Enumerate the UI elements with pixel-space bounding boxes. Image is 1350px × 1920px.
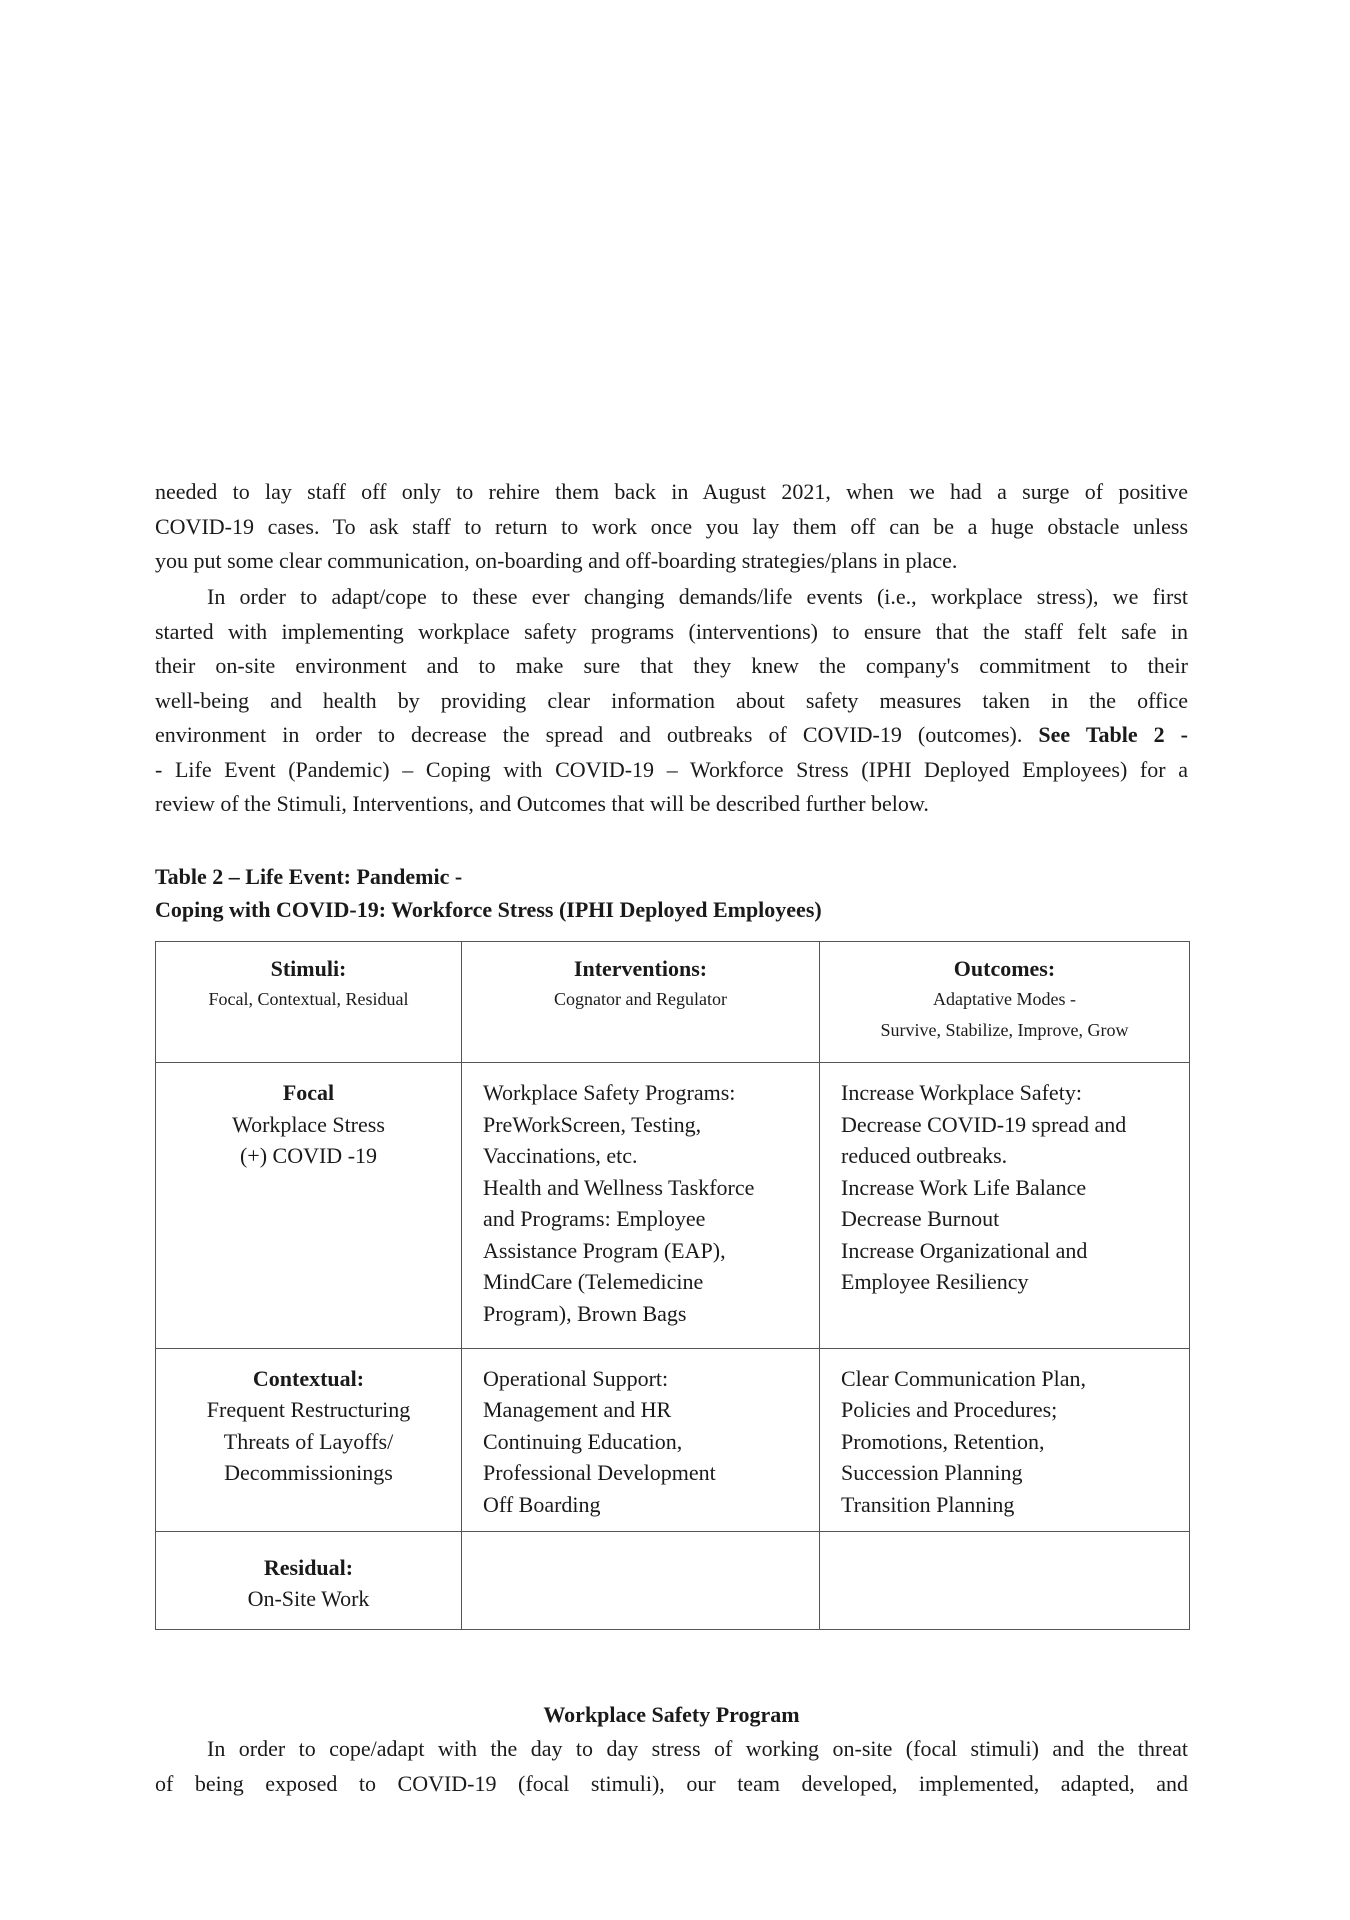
stimuli-item: (+) COVID -19 [239, 1143, 378, 1169]
intervention-item: PreWorkScreen, Testing, [483, 1111, 702, 1137]
interventions-cell-empty [462, 1531, 820, 1629]
outcome-item: Promotions, Retention, [841, 1428, 1045, 1454]
stimuli-item: On-Site Work [247, 1586, 370, 1612]
stimuli-item: Decommissionings [224, 1460, 393, 1486]
intervention-item: Health and Wellness Taskforce [483, 1174, 755, 1200]
table-reference: See Table 2 - [1038, 722, 1188, 747]
text-line: COVID-19 cases. To ask staff to return to work once you lay them off can be a huge obstacle unless [155, 513, 1188, 539]
outcomes-cell [820, 1063, 1190, 1348]
text-segment: environment in order to decrease the spread and outbreaks of COVID-19 (outcomes). [155, 722, 1039, 747]
stimuli-interventions-outcomes-table [155, 941, 1190, 1630]
outcomes-cell [820, 1348, 1190, 1531]
text-line: of being exposed to COVID-19 (focal stimuli), our team developed, implemented, adapted, and [155, 1770, 1188, 1796]
intervention-item: Workplace Safety Programs: [483, 1080, 736, 1106]
interventions-cell [462, 1348, 820, 1531]
header-title: Interventions: [573, 956, 708, 981]
intervention-item: Operational Support: [483, 1365, 669, 1391]
body-paragraph [155, 475, 1188, 579]
intervention-item: Vaccinations, etc. [483, 1143, 638, 1169]
header-subtitle: Survive, Stabilize, Improve, Grow [880, 1020, 1129, 1040]
table-row-contextual [156, 1348, 1190, 1531]
intervention-item: Assistance Program (EAP), [483, 1237, 726, 1263]
body-paragraph [155, 1732, 1188, 1801]
text-line: review of the Stimuli, Interventions, and Outcomes that will be described further below. [155, 791, 929, 816]
header-subtitle: Adaptative Modes - [933, 989, 1076, 1009]
interventions-cell [462, 1063, 820, 1348]
outcomes-cell-empty [820, 1531, 1190, 1629]
table-row-focal [156, 1063, 1190, 1348]
header-cell-interventions [462, 942, 820, 1063]
outcome-item: Employee Resiliency [841, 1269, 1029, 1295]
header-subtitle: Cognator and Regulator [554, 989, 727, 1009]
table-caption-line-1: Table 2 – Life Event: Pandemic - [155, 864, 463, 889]
stimuli-title: Focal [282, 1080, 335, 1106]
header-subtitle: Focal, Contextual, Residual [208, 989, 409, 1009]
stimuli-title: Residual: [263, 1554, 354, 1580]
intervention-item: Management and HR [483, 1397, 672, 1423]
intervention-item: and Programs: Employee [483, 1206, 706, 1232]
header-cell-outcomes [820, 942, 1190, 1063]
text-line-with-reference [155, 718, 1188, 753]
text-line: their on-site environment and to make sure that they knew the company's commitment to their [155, 653, 1188, 678]
outcome-item: Increase Organizational and [841, 1237, 1088, 1263]
text-line: needed to lay staff off only to rehire them back in August 2021, when we had a surge of positive [155, 479, 1188, 504]
intervention-item: Continuing Education, [483, 1428, 683, 1454]
intervention-item: Program), Brown Bags [483, 1300, 687, 1326]
stimuli-item: Frequent Restructuring [206, 1397, 411, 1423]
intervention-item: Off Boarding [483, 1491, 601, 1517]
stimuli-item: Workplace Stress [232, 1111, 385, 1137]
header-title: Stimuli: [270, 956, 347, 981]
text-line: - Life Event (Pandemic) – Coping with COVID-19 – Workforce Stress (IPHI Deployed Employees) for a [155, 756, 1188, 782]
text-line: you put some clear communication, on-boarding and off-boarding strategies/plans in place. [155, 548, 958, 573]
stimuli-cell [156, 1531, 462, 1629]
table-row-residual [156, 1531, 1190, 1629]
section-heading: Workplace Safety Program [543, 1702, 800, 1727]
header-cell-stimuli [156, 942, 462, 1063]
stimuli-title: Contextual: [252, 1365, 365, 1391]
intervention-item: MindCare (Telemedicine [483, 1269, 704, 1295]
stimuli-cell [156, 1063, 462, 1348]
text-line: well-being and health by providing clear information about safety measures taken in the office [155, 687, 1188, 713]
header-title: Outcomes: [953, 956, 1056, 981]
table-header-row [156, 942, 1190, 1063]
outcome-item: Policies and Procedures; [841, 1397, 1058, 1423]
text-line: started with implementing workplace safety programs (interventions) to ensure that the staff felt safe in [155, 618, 1188, 644]
outcome-item: Decrease COVID-19 spread and [841, 1111, 1127, 1137]
outcome-item: Increase Workplace Safety: [841, 1080, 1082, 1106]
body-paragraph [155, 580, 1188, 822]
table-caption-line-2: Coping with COVID-19: Workforce Stress (IPHI Deployed Employees) [155, 897, 822, 922]
outcome-item: Clear Communication Plan, [841, 1365, 1087, 1391]
outcome-item: Transition Planning [841, 1491, 1015, 1517]
intervention-item: Professional Development [483, 1460, 716, 1486]
text-line: In order to adapt/cope to these ever changing demands/life events (i.e., workplace stress), we first [207, 584, 1188, 609]
outcome-item: Increase Work Life Balance [841, 1174, 1087, 1200]
stimuli-item: Threats of Layoffs/ [223, 1428, 394, 1454]
outcome-item: Succession Planning [841, 1460, 1023, 1486]
outcome-item: reduced outbreaks. [841, 1143, 1008, 1169]
stimuli-cell [156, 1348, 462, 1531]
outcome-item: Decrease Burnout [841, 1206, 1000, 1232]
text-line: In order to cope/adapt with the day to day stress of working on-site (focal stimuli) and the threat [207, 1736, 1188, 1761]
